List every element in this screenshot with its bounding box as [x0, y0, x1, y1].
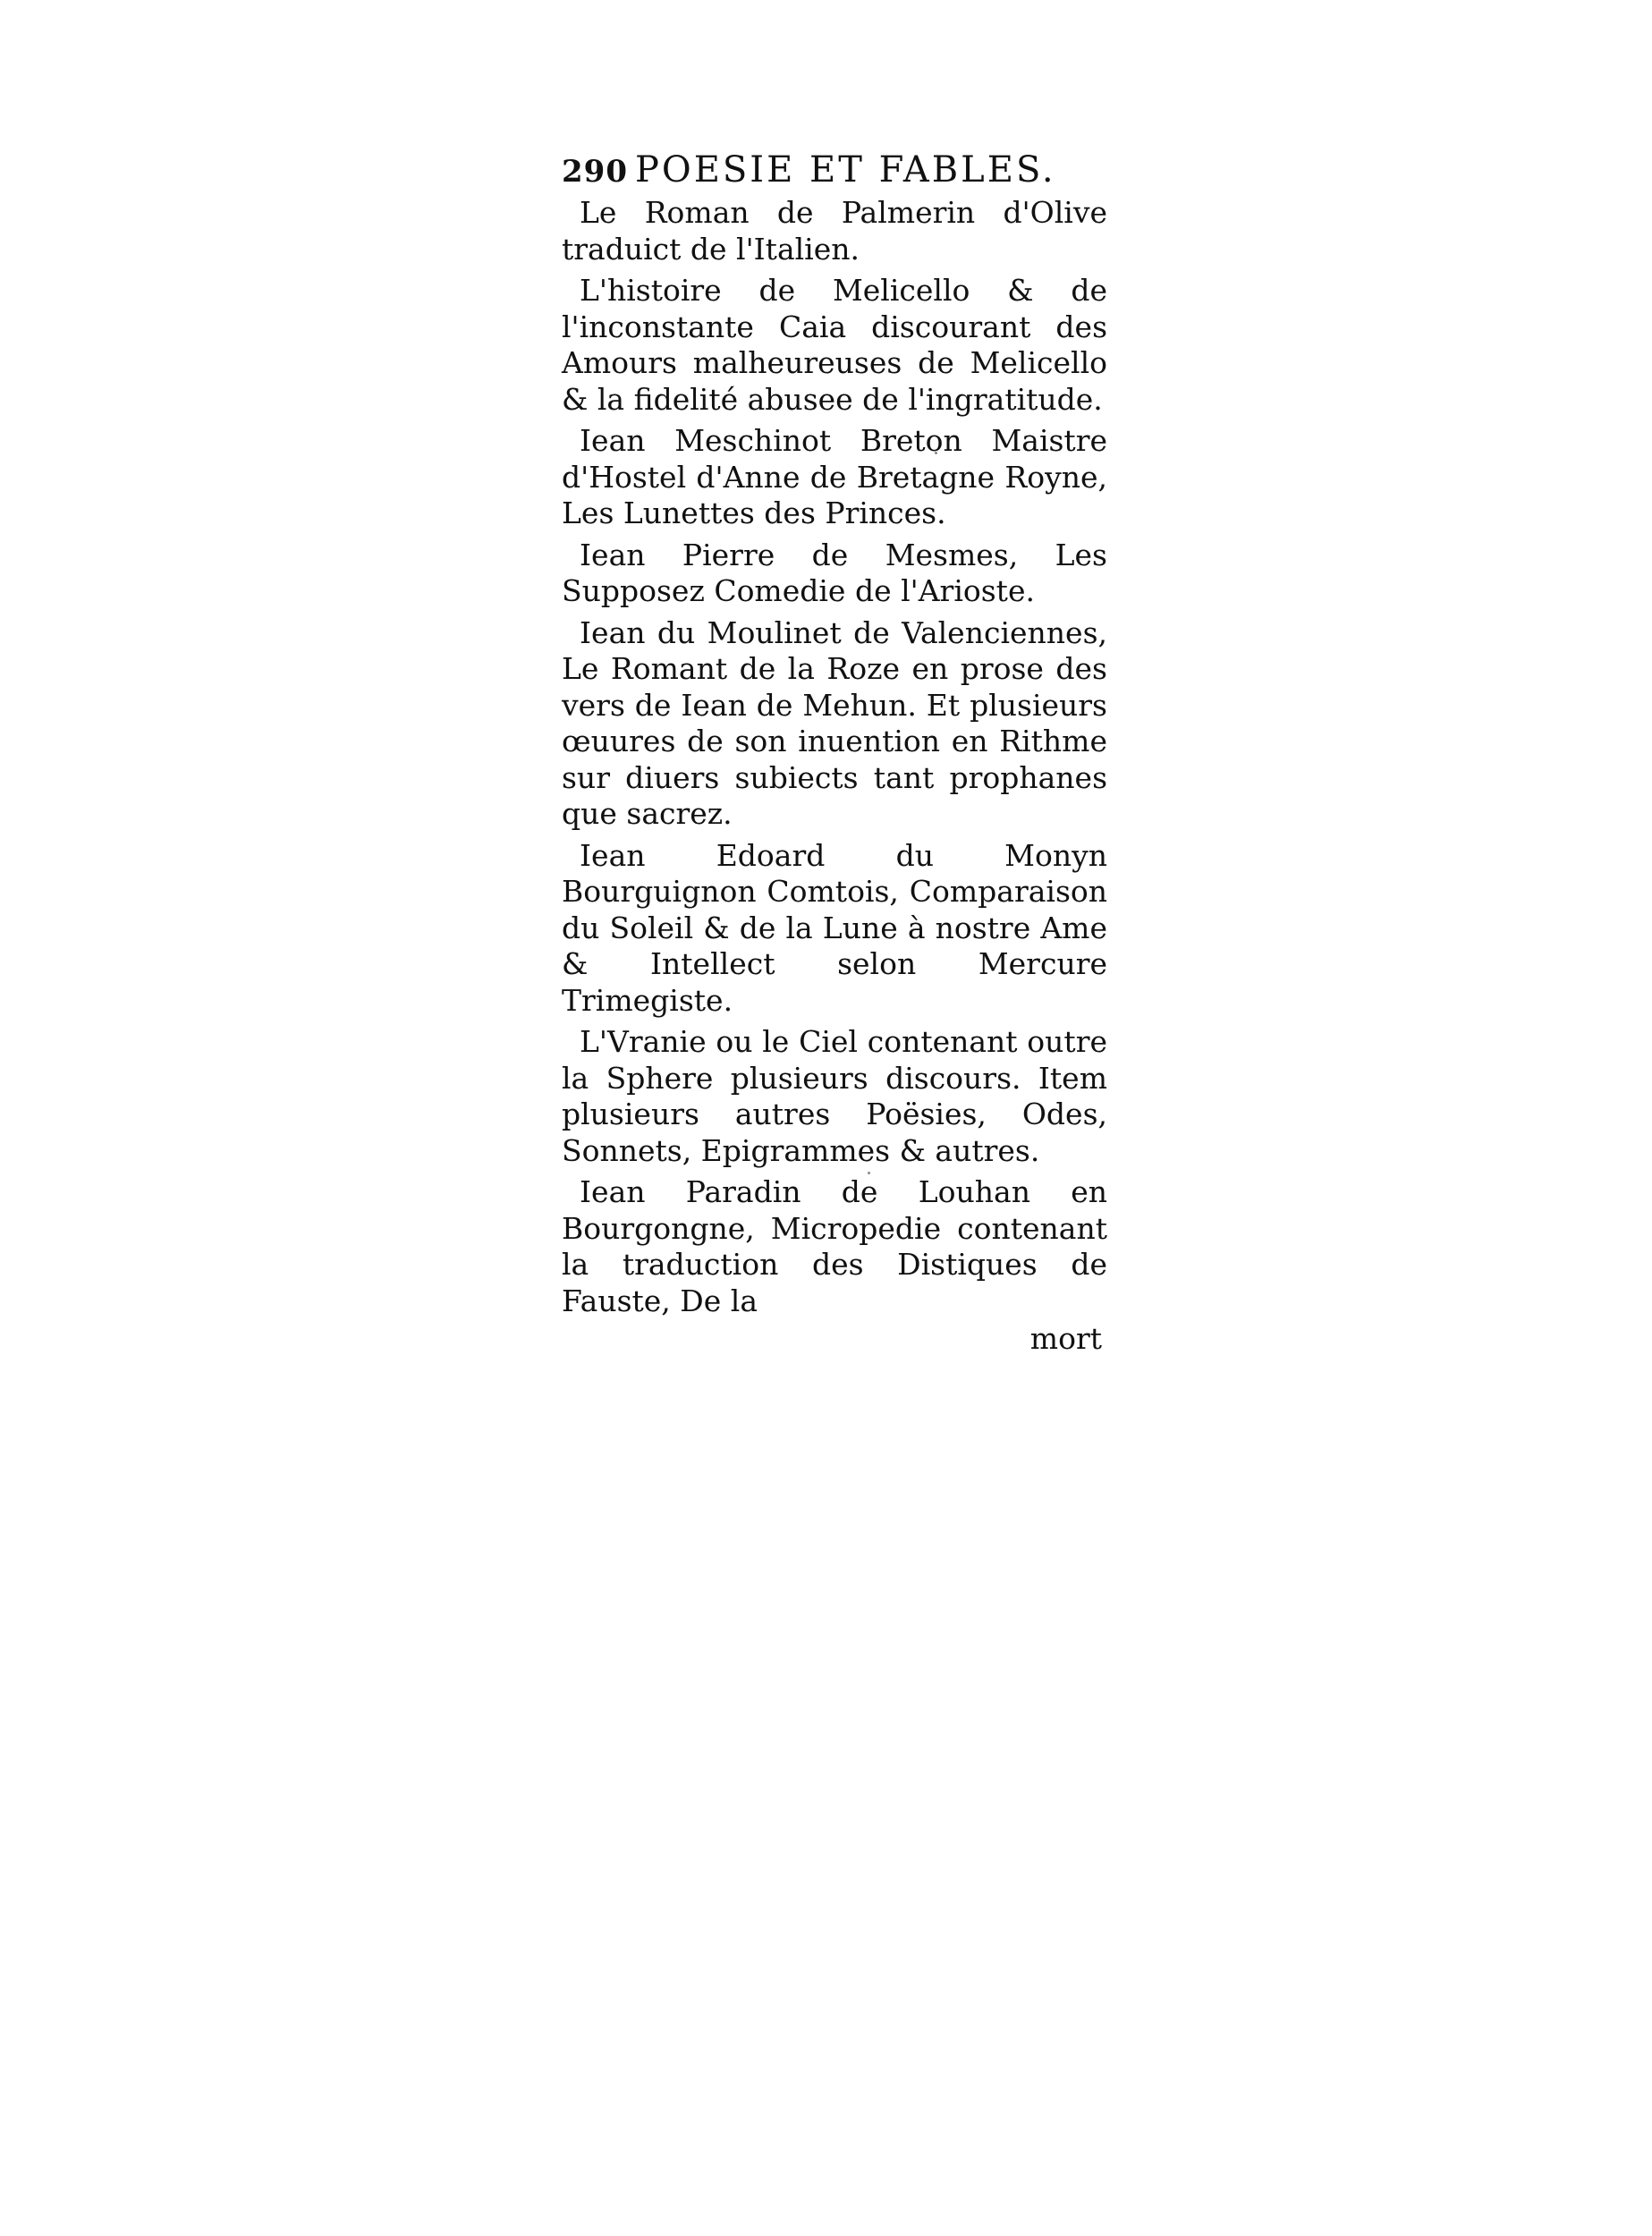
bibliography-entry: Iean Paradin de Louhan en Bourgongne, Micropedie contenant la traduction des Distiques de Fauste, De la: [562, 1174, 1107, 1318]
bibliography-entry: Iean Edoard du Monyn Bourguignon Comtois, Comparaison du Soleil & de la Lune à nostre Ame & Intellect selon Mercure Trimegiste.: [562, 837, 1107, 1018]
text-column: [562, 149, 1107, 1358]
bibliography-entry: L'Vranie ou le Ciel contenant outre la Sphere plusieurs discours. Item plusieurs autres Poësies, Odes, Sonnets, Epigrammes & autres.: [562, 1024, 1107, 1168]
bibliography-entry: Iean Meschinot Breton Maistre d'Hostel d'Anne de Bretagne Royne, Les Lunettes des Princes.: [562, 423, 1107, 530]
running-title: POESIE ET FABLES.: [635, 149, 1056, 191]
bibliography-entry: Iean Pierre de Mesmes, Les Supposez Comedie de l'Arioste.: [562, 537, 1107, 608]
bibliography-entry: L'histoire de Melicello & de l'inconstante Caia discourant des Amours malheureuses de Melicello & la fidelité abusee de l'ingratitude.: [562, 273, 1107, 417]
running-head: [562, 149, 1107, 193]
catchword: mort: [1029, 1321, 1102, 1356]
bibliography-entry: Le Roman de Palmerin d'Olive traduict de l'Italien.: [562, 195, 1107, 267]
page-number: 290: [562, 154, 628, 190]
bibliography-entry: Iean du Moulinet de Valenciennes, Le Romant de la Roze en prose des vers de Iean de Mehun. Et plusieurs œuures de son inuention en Rithme sur diuers subiects tant prophanes que sacrez.: [562, 614, 1107, 831]
